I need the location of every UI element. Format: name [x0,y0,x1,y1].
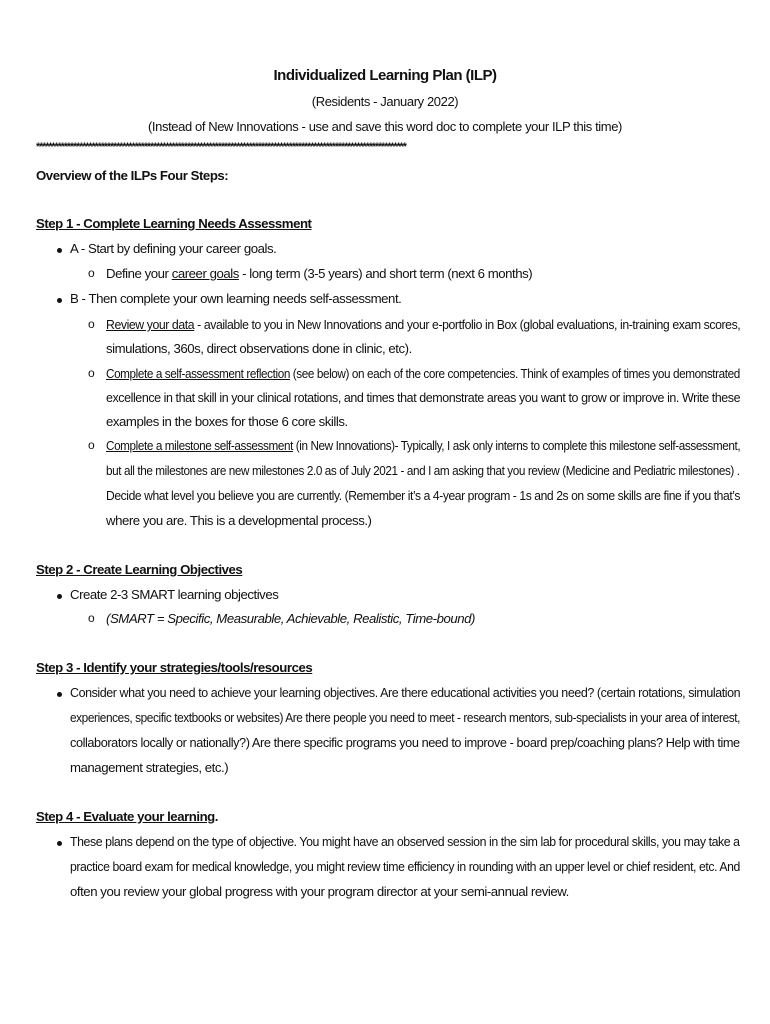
step4-line2: practice board exam for medical knowledge, you might review time efficiency in rounding with an upper level or chief resident, etc. And [70,859,740,874]
bullet-icon [57,841,62,846]
step2-sub: (SMART = Specific, Measurable, Achievable, Realistic, Time-bound) [106,611,475,626]
step1-a-sub [106,266,532,281]
b3-rest: (in New Innovations)- Typically, I ask only interns to complete this milestone self-assessment, [292,438,741,453]
document-subtitle: (Residents - January 2022) [311,94,459,109]
step1-heading: Step 1 - Complete Learning Needs Assessment [36,216,312,231]
review-data-link: Review your data [106,317,195,332]
sub-bullet-icon: o [88,611,95,625]
bullet-icon [57,692,62,697]
milestone-link: Complete a milestone self-assessment [106,438,293,453]
step1-b3-cont3: where you are. This is a developmental process.) [106,513,372,528]
bullet-icon [57,248,62,253]
b2-rest: (see below) on each of the core competencies. Think of examples of times you demonstrated [289,366,740,381]
sub-bullet-icon: o [88,438,95,452]
a-sub-prefix: Define your [106,266,172,281]
step3-line4: management strategies, etc.) [70,760,229,775]
step1-b2 [106,366,740,381]
self-assessment-link: Complete a self-assessment reflection [106,366,290,381]
step4-heading-text: Step 4 - Evaluate your learning [36,809,215,824]
step1-bullet-b: B - Then complete your own learning needs self-assessment. [70,291,402,306]
a-sub-rest: - long term (3-5 years) and short term (next 6 months) [238,266,533,281]
step1-b3-cont2: Decide what level you believe you are currently. (Remember it’s a 4-year program - 1s and 2s on some skills are fine if you that’s [106,488,740,503]
step1-b3 [106,438,740,453]
step2-bullet: Create 2-3 SMART learning objectives [70,587,279,602]
step2-heading: Step 2 - Create Learning Objectives [36,562,243,577]
career-goals-link: career goals [171,266,239,281]
sub-bullet-icon: o [88,266,95,280]
step4-heading-period: . [214,809,219,824]
step3-line2: experiences, specific textbooks or websites) Are there people you need to meet - research mentors, sub-specialists in your area of interest, [70,710,741,725]
step4-line3: often you review your global progress with your program director at your semi-annual review. [70,884,569,899]
sub-bullet-icon: o [88,317,95,331]
step3-line3: collaborators locally or nationally?) Are there specific programs you need to improve - board prep/coaching plans? Help with time [70,735,740,750]
step1-b3-cont1: but all the milestones are new milestones 2.0 as of July 2021 - and I am asking that you review (Medicine and Pediatric milestones) . [106,463,740,478]
bullet-icon [57,298,62,303]
overview-heading: Overview of the ILPs Four Steps: [36,168,229,183]
b1-rest: - available to you in New Innovations and your e-portfolio in Box (global evaluations, in-training exam scores, [194,317,741,332]
step3-heading: Step 3 - Identify your strategies/tools/resources [36,660,313,675]
step1-b2-cont2: examples in the boxes for those 6 core skills. [106,414,348,429]
sub-bullet-icon: o [88,366,95,380]
step1-bullet-a: A - Start by defining your career goals. [70,241,277,256]
step3-line1: Consider what you need to achieve your learning objectives. Are there educational activities you need? (certain rotations, simulation [70,685,741,700]
step1-b1 [106,317,740,332]
bullet-icon [57,594,62,599]
document-title: Individualized Learning Plan (ILP) [273,67,497,84]
separator-line: ************************************************************************************************************************ [36,141,406,153]
step1-b2-cont1: excellence in that skill in your clinical rotations, and times that demonstrate areas you want to grow or improve in. Write these [106,390,741,405]
step4-heading [36,809,218,824]
step4-line1: These plans depend on the type of objective. You might have an observed session in the sim lab for procedural skills, you may take a [70,834,740,849]
document-instructions: (Instead of New Innovations - use and save this word doc to complete your ILP this time) [148,119,622,134]
step1-b1-cont: simulations, 360s, direct observations done in clinic, etc). [106,341,412,356]
